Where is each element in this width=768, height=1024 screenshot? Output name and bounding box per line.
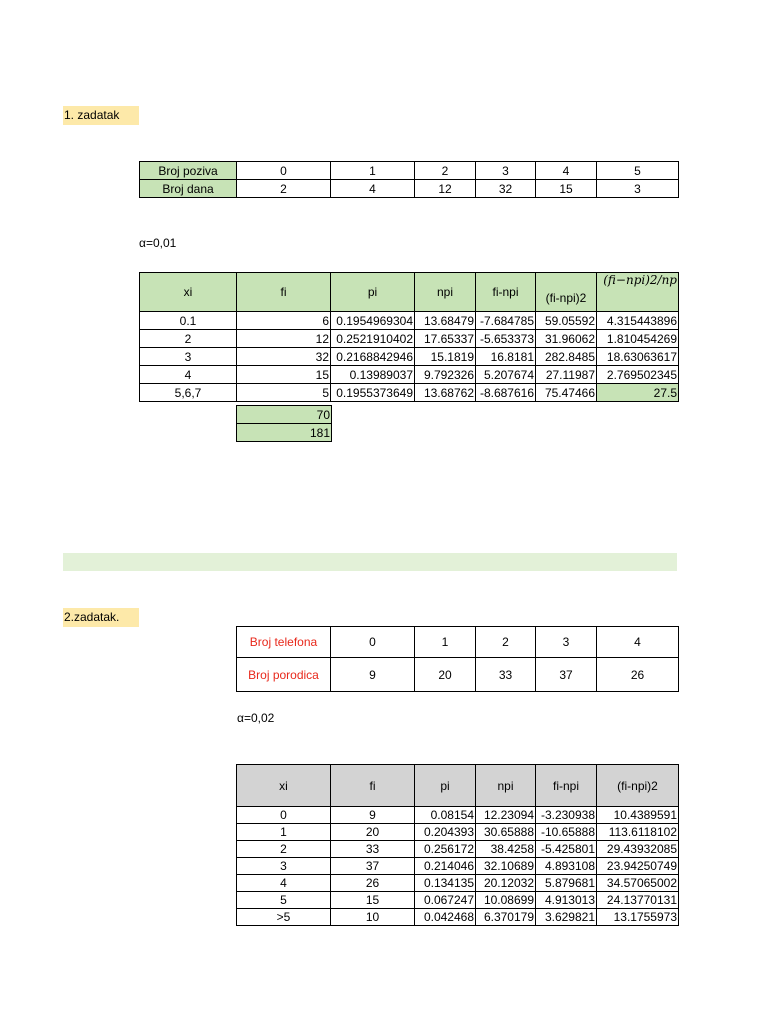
table-row (237, 807, 679, 824)
chi-square-total: 27.5 (597, 384, 679, 402)
cell: 1.810454269 (597, 330, 679, 348)
cell: 0.1 (140, 312, 237, 330)
cell: 3 (536, 627, 597, 658)
cell: 31.96062 (536, 330, 597, 348)
cell: 9 (331, 658, 415, 692)
task1-calc-table (139, 272, 679, 402)
cell: 6.370179 (476, 909, 536, 926)
header-xi: xi (140, 273, 237, 312)
cell: 15 (331, 892, 415, 909)
cell: 0.1955373649 (331, 384, 415, 402)
cell: 1 (331, 162, 415, 180)
cell: 20 (415, 658, 476, 692)
sum-fi: 70 (237, 406, 332, 424)
cell: 33 (476, 658, 536, 692)
cell: 2 (415, 162, 476, 180)
cell: 2 (476, 627, 536, 658)
cell: 26 (331, 875, 415, 892)
task1-sum-cells (236, 405, 332, 442)
cell: 26 (597, 658, 679, 692)
task1-freq-table (139, 161, 679, 198)
cell: 16.8181 (476, 348, 536, 366)
cell: -5.425801 (536, 841, 597, 858)
task1-alpha: α=0,01 (139, 236, 177, 250)
header-fi-npi: fi-npi (536, 765, 597, 807)
header-fi-npi: fi-npi (476, 273, 536, 312)
row-header: Broj telefona (237, 627, 331, 658)
cell: 23.94250749 (597, 858, 679, 875)
cell: 4 (331, 180, 415, 198)
cell: 33 (331, 841, 415, 858)
table-row (140, 330, 679, 348)
table-row (140, 366, 679, 384)
task2-freq-row-phones (237, 627, 679, 658)
cell: 2 (140, 330, 237, 348)
cell: 9 (331, 807, 415, 824)
header-fi: fi (331, 765, 415, 807)
cell: 5.879681 (536, 875, 597, 892)
cell: 0 (237, 162, 331, 180)
cell: 4.315443896 (597, 312, 679, 330)
cell: 0.067247 (415, 892, 476, 909)
cell: 15.1819 (415, 348, 476, 366)
cell: 20 (331, 824, 415, 841)
task2-calc-table (236, 764, 679, 926)
cell: 0 (237, 807, 331, 824)
cell: 0.256172 (415, 841, 476, 858)
cell: 24.13770131 (597, 892, 679, 909)
table-row (140, 312, 679, 330)
sum-row (237, 406, 332, 424)
header-chi-term: (fi−npi)2/np (597, 273, 679, 312)
cell: 5 (237, 384, 331, 402)
cell: 38.4258 (476, 841, 536, 858)
cell: 2 (237, 841, 331, 858)
extra-row (237, 424, 332, 442)
cell: 13.68762 (415, 384, 476, 402)
task2-alpha: α=0,02 (237, 711, 275, 725)
header-pi: pi (331, 273, 415, 312)
cell: 4.893108 (536, 858, 597, 875)
table-row (237, 858, 679, 875)
cell: 4 (140, 366, 237, 384)
cell: 3 (476, 162, 536, 180)
cell: 5,6,7 (140, 384, 237, 402)
cell: 4 (597, 627, 679, 658)
table-row (237, 824, 679, 841)
row-header: Broj dana (140, 180, 237, 198)
cell: 3 (597, 180, 679, 198)
cell: 3 (237, 858, 331, 875)
header-pi: pi (415, 765, 476, 807)
header-fi-npi-sq: (fi-npi)2 (536, 273, 597, 312)
cell: 13.68479 (415, 312, 476, 330)
header-npi: npi (415, 273, 476, 312)
cell: 18.63063617 (597, 348, 679, 366)
cell: 0.204393 (415, 824, 476, 841)
task2-calc-header-row (237, 765, 679, 807)
cell: 13.1755973 (597, 909, 679, 926)
cell: 1 (237, 824, 331, 841)
header-fi: fi (237, 273, 331, 312)
cell: 59.05592 (536, 312, 597, 330)
task1-label: 1. zadatak (63, 106, 139, 125)
table-row (237, 841, 679, 858)
row-header: Broj poziva (140, 162, 237, 180)
cell: 10 (331, 909, 415, 926)
row-header: Broj porodica (237, 658, 331, 692)
cell: 5 (237, 892, 331, 909)
header-fi-npi-sq: (fi-npi)2 (597, 765, 679, 807)
cell: 5.207674 (476, 366, 536, 384)
cell: 113.6118102 (597, 824, 679, 841)
table-row (140, 384, 679, 402)
cell: 32.10689 (476, 858, 536, 875)
table-row (237, 892, 679, 909)
cell: 17.65337 (415, 330, 476, 348)
cell: 0.134135 (415, 875, 476, 892)
cell: 0.08154 (415, 807, 476, 824)
cell: -5.653373 (476, 330, 536, 348)
cell: 12 (237, 330, 331, 348)
task1-calc-header-row (140, 273, 679, 312)
cell: 3 (140, 348, 237, 366)
task1-freq-row-calls (140, 162, 679, 180)
cell: 12 (415, 180, 476, 198)
cell: 32 (237, 348, 331, 366)
cell: 10.08699 (476, 892, 536, 909)
section-separator (63, 553, 677, 571)
task2-label: 2.zadatak. (63, 608, 139, 627)
cell: -7.684785 (476, 312, 536, 330)
task1-freq-row-days (140, 180, 679, 198)
cell: 0.2521910402 (331, 330, 415, 348)
cell: 1 (415, 627, 476, 658)
cell: 5 (597, 162, 679, 180)
cell: 4.913013 (536, 892, 597, 909)
cell: 29.43932085 (597, 841, 679, 858)
cell: 15 (536, 180, 597, 198)
cell: 282.8485 (536, 348, 597, 366)
cell: 6 (237, 312, 331, 330)
cell: 27.11987 (536, 366, 597, 384)
cell: 37 (536, 658, 597, 692)
cell: 12.23094 (476, 807, 536, 824)
header-npi: npi (476, 765, 536, 807)
cell: 4 (536, 162, 597, 180)
cell: 0.1954969304 (331, 312, 415, 330)
cell: 4 (237, 875, 331, 892)
cell: 0.042468 (415, 909, 476, 926)
cell: 9.792326 (415, 366, 476, 384)
cell: 30.65888 (476, 824, 536, 841)
task2-freq-table (236, 626, 679, 692)
cell: 0.2168842946 (331, 348, 415, 366)
cell: 0 (331, 627, 415, 658)
cell: 0.214046 (415, 858, 476, 875)
cell: 75.47466 (536, 384, 597, 402)
task2-freq-row-families (237, 658, 679, 692)
cell: >5 (237, 909, 331, 926)
table-row (140, 348, 679, 366)
cell: 37 (331, 858, 415, 875)
cell: -8.687616 (476, 384, 536, 402)
header-xi: xi (237, 765, 331, 807)
cell: -10.65888 (536, 824, 597, 841)
extra-value: 181 (237, 424, 332, 442)
cell: 0.13989037 (331, 366, 415, 384)
cell: 2.769502345 (597, 366, 679, 384)
cell: 3.629821 (536, 909, 597, 926)
cell: 10.4389591 (597, 807, 679, 824)
cell: 34.57065002 (597, 875, 679, 892)
cell: -3.230938 (536, 807, 597, 824)
table-row (237, 875, 679, 892)
cell: 2 (237, 180, 331, 198)
cell: 20.12032 (476, 875, 536, 892)
table-row (237, 909, 679, 926)
cell: 32 (476, 180, 536, 198)
cell: 15 (237, 366, 331, 384)
